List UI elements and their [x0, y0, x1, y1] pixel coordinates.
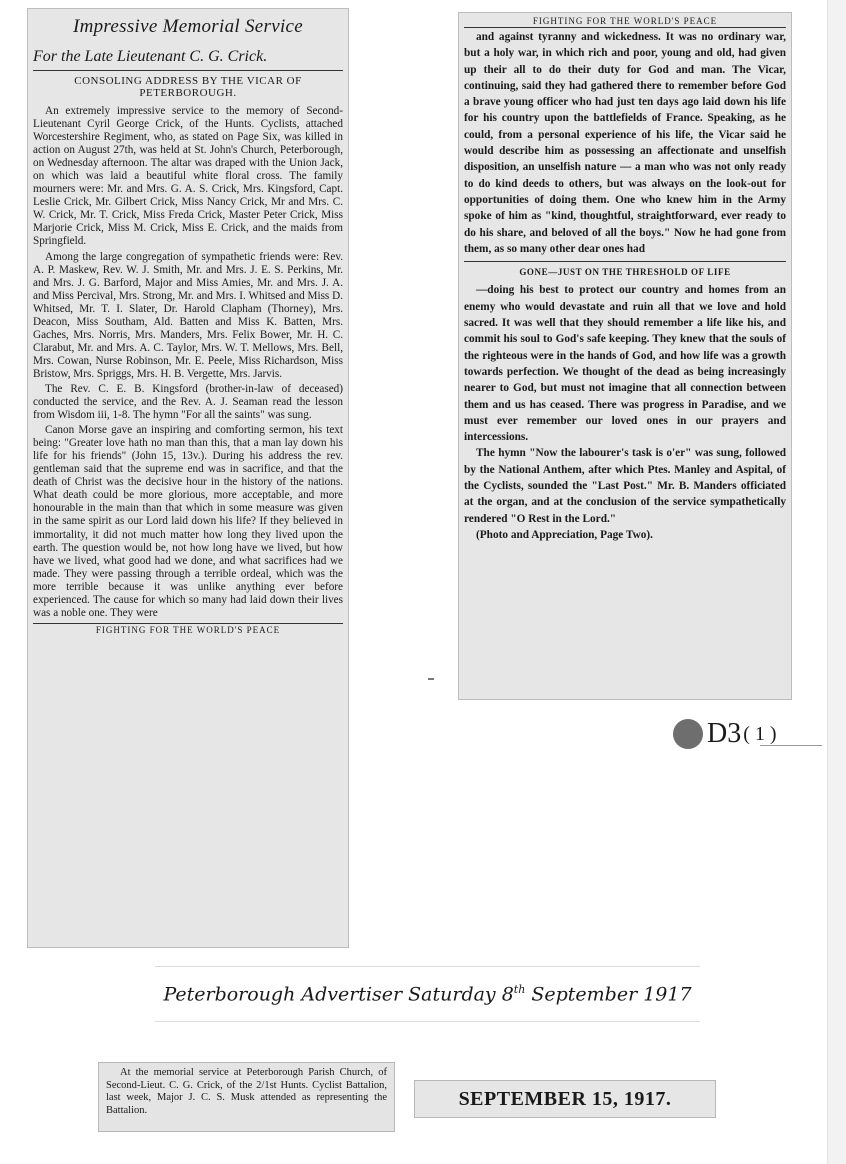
caption-superscript: th — [513, 982, 526, 996]
stray-mark — [428, 678, 434, 680]
divider-rule — [33, 70, 343, 71]
article-paragraph: The Rev. C. E. B. Kingsford (brother-in-law of deceased) conducted the service, and the Rev. A. J. Seaman read the lesson from Wisdom iii, 1-8. The hymn "For all the saints" was sung. — [33, 382, 343, 422]
clipping-subhead: For the Late Lieutenant C. G. Crick. — [33, 48, 268, 65]
source-caption — [155, 966, 700, 1022]
left-newspaper-clipping — [27, 8, 349, 948]
section-caption: GONE—JUST ON THE THRESHOLD OF LIFE — [464, 261, 786, 280]
article-body-left — [33, 105, 343, 620]
article-paragraph: and against tyranny and wickedness. It was no ordinary war, but a holy war, in which rich and poor, young and old, had given up their all to do their duty for God and man. The Vicar, continuing, said they had gathered there to remember before God a brave young officer who had just ten days ago laid down his life for his country upon the battlefields of France. Speaking, as he could, from a personal experience of his life, the Vicar said he would describe him as possessing an affectionate and unselfish disposition, an unselfish nature — a man who was not only ready to do kind deeds to others, but was always on the look-out for opportunities of doing them. One who knew him in the Army spoke of him as "kind, thoughtful, straightforward, ever ready to do his share, and beloved of all the boys." Now he had gone from them, as so many other dear ones had — [464, 31, 786, 255]
article-paragraph: —doing his best to protect our country and homes from an enemy who would devastate and ruin all that we love and hold sacred. It was well that they should remember a life like his, and commit his soul to God's safe keeping. They knew that the souls of the righteous were in the hands of God, and how life was a growth towards perfection. We thought of the dead as being increasingly nearer to God, but must not imagine that all connection between them and us has ceased. There was progress in Paradise, and we must ever remember our loved ones in our prayers and intercessions. — [464, 284, 786, 444]
article-paragraph: The hymn "Now the labourer's task is o'er" was sung, followed by the National Anthem, after which Ptes. Manley and Aspital, of the Cyclists, sounded the "Last Post." Mr. B. Manders officiated at the organ, and at the conclusion of the service sympathetically rendered "O Rest in the Lord." — [464, 447, 786, 525]
reference-underline — [760, 745, 822, 746]
caption-text — [163, 983, 691, 1005]
small-newspaper-clipping: At the memorial service at Peterborough Parish Church, of Second-Lieut. C. G. Crick, of the 2/1st Hunts. Cyclist Battalion, last week, Major J. C. S. Musk attended as representing the Battalion. — [98, 1062, 395, 1132]
page-edge — [827, 0, 846, 1164]
article-paragraph: Canon Morse gave an inspiring and comforting sermon, his text being: "Greater love hath no man than this, that a man lay down his life for his friends" (John 15, 13v.). During his address the rev. gentleman said that the supreme end was in sacrifice, and that the death of Christ was the decisive hour in the history of the nations. What death could be more glorious, more acceptable, and more honourable in the main than that which in some measure was given in the same spirit as our Lord laid down his life? If they believed in immortality, it did not much matter how long they lived upon the earth. The question would be, not how long have we lived, but how have we lived, what good had we done, and what sacrifices had we made. They were passing through a terrible ordeal, which was the more terrible because it was unlike anything ever before experienced. The cause for which so many had laid down their lives was a noble one. They were — [33, 424, 343, 619]
date-clipping: SEPTEMBER 15, 1917. — [414, 1080, 716, 1118]
article-paragraph: An extremely impressive service to the memory of Second-Lieutenant Cyril George Crick, of the Hunts. Cyclists, attached Worcestershire Regiment, who, as stated on Page Six, was killed in action on August 27th, was held at St. John's Church, Peterborough, on Wednesday afternoon. The altar was draped with the Union Jack, on which was laid a beautiful white floral cross. The family mourners were: Mr. and Mrs. G. A. S. Crick, Mrs. Kingsford, Capt. Leslie Crick, Mr. Gilbert Crick, Miss Nancy Crick, Mr and Mrs. C. W. Crick, Mr. T. Crick, Miss Freda Crick, Master Peter Crick, Miss Marjorie Crick, Miss M. Crick, Miss E. Crick, and the maids from Springfield. — [33, 105, 343, 248]
caption-main: Peterborough Advertiser Saturday 8 — [163, 983, 514, 1006]
article-paragraph: (Photo and Appreciation, Page Two). — [476, 528, 653, 541]
continuation-caption: FIGHTING FOR THE WORLD'S PEACE — [464, 16, 786, 28]
reference-code: D3 — [707, 718, 742, 749]
clipping-headline: Impressive Memorial Service — [72, 16, 304, 37]
reference-sub: ( 1 ) — [743, 722, 777, 745]
clipping-dek: CONSOLING ADDRESS BY THE VICAR OF PETERBOROUGH. — [74, 75, 302, 99]
continuation-caption: FIGHTING FOR THE WORLD'S PEACE — [33, 623, 343, 635]
caption-tail: September 1917 — [525, 983, 692, 1006]
right-newspaper-clipping — [458, 12, 792, 700]
article-body-right — [464, 29, 786, 543]
grey-dot-icon — [673, 719, 703, 749]
article-paragraph: Among the large congregation of sympathetic friends were: Rev. A. P. Maskew, Rev. W. J. Smith, Mr. and Mrs. J. E. S. Perkins, Mr. and Mrs. J. G. Barford, Major and Miss Amies, Mr. and Mrs. J. A. and Miss Percival, Mrs. Strong, Mr. and Mrs. I. Whitsed and Miss D. Whitsed, Mr. T. I. Slater, Dr. Harold Clapham (Thorney), Mrs. Deacon, Miss Southam, Ald. Batten and Miss K. Batten, Mrs. Gaches, Mrs. Norris, Mrs. Manders, Mrs. Felix Bower, Mr. H. C. Clarabut, Mr. and Mrs. A. C. Taylor, Mrs. W. T. Mellows, Mrs. Bell, Mrs. Cowan, Nurse Robinson, Mr. E. Peele, Miss Richardson, Miss Bristow, Mrs. Spriggs, Mrs. H. B. Vergette, Mrs. Jarvis. — [33, 250, 343, 380]
